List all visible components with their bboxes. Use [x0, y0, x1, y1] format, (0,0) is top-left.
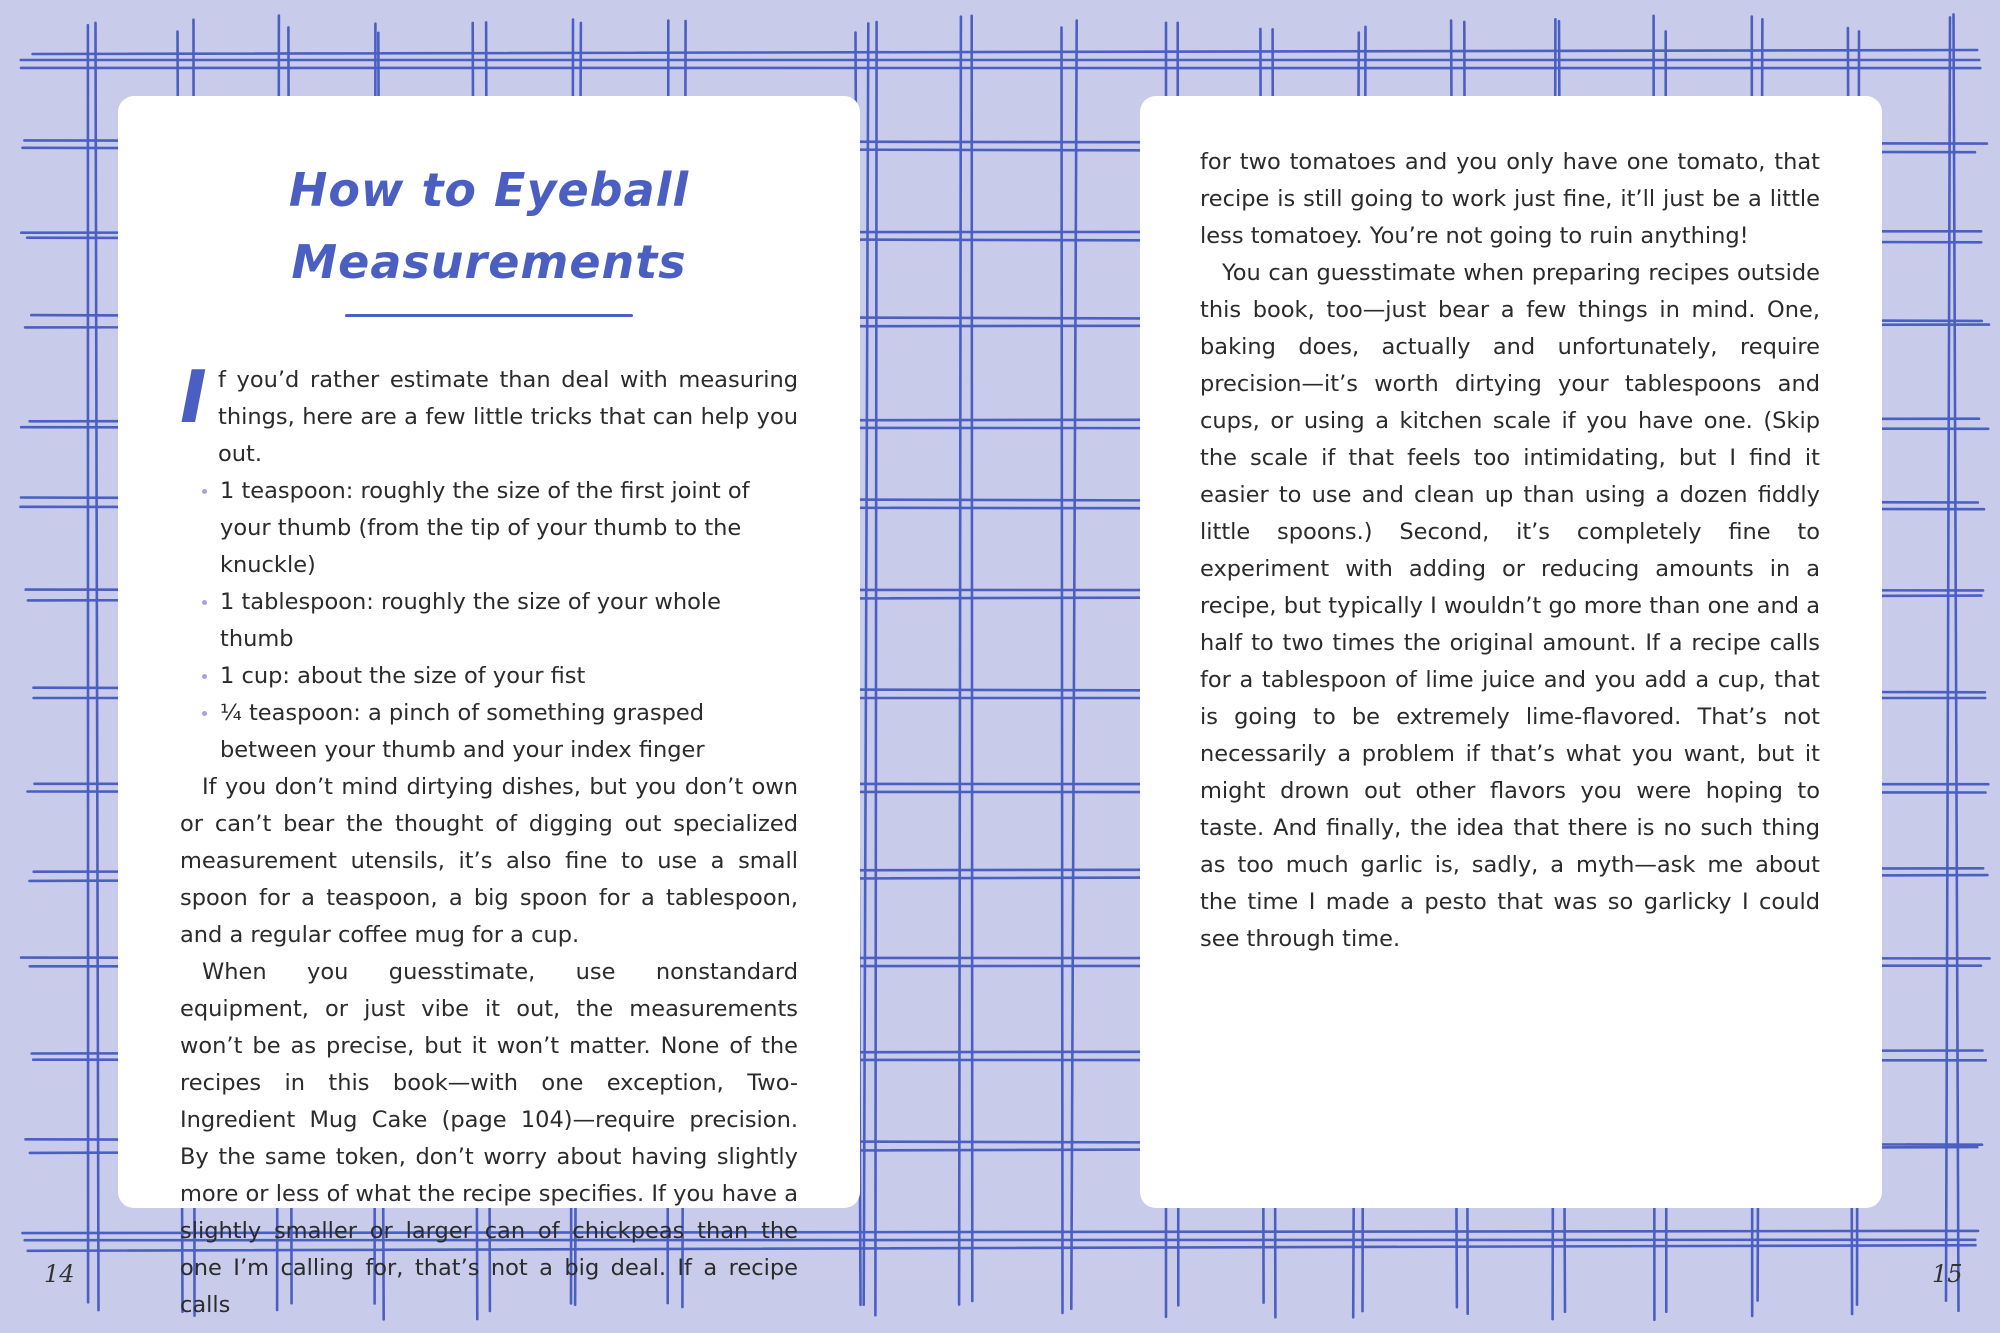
right-page-panel [1140, 96, 1882, 1208]
paragraph-outside-recipes: You can guesstimate when preparing recipes outside this book, too—just bear a few things in mind. One, baking does, actually and unfortunately, require precision—it’s worth dirtying your tablespoons and cups, or using a kitchen scale if you have one. (Skip the scale if that feels too intimidating, but I find it easier to use and clean up than using a dozen fiddly little spoons.) Second, it’s completely fine to experiment with adding or reducing amounts in a recipe, but typically I wouldn’t go more than one and a half to two times the original amount. If a recipe calls for a tablespoon of lime juice and you add a cup, that is going to be extremely lime-flavored. That’s not necessarily a problem if that’s what you want, but it might drown out other flavors you were hoping to taste. And finally, the idea that there is no such thing as too much garlic is, sadly, a myth—ask me about the time I made a pesto that was so garlicky I could see through time. [1200, 260, 1820, 952]
plaid-vertical-line [875, 22, 876, 1315]
list-item: 1 cup: about the size of your fist [202, 658, 798, 695]
page-number-left: 14 [44, 1260, 75, 1288]
list-item: ¼ teaspoon: a pinch of something grasped between your thumb and your index finger [202, 695, 798, 769]
paragraph-utensils: If you don’t mind dirtying dishes, but you don’t own or can’t bear the thought of digging out specialized measurement utensils, it’s also fine to use a small spoon for a teaspoon, a big spoon for a tablespoon, and a regular coffee mug for a cup. [180, 774, 798, 948]
title-line-2: Measurements [291, 235, 687, 289]
intro-text: f you’d rather estimate than deal with measuring things, here are a few little tricks that can help you out. [218, 367, 798, 467]
page-title [180, 154, 798, 298]
plaid-vertical-line [1946, 17, 1950, 1300]
plaid-vertical-line [972, 16, 973, 1301]
plaid-vertical-line [959, 17, 961, 1305]
title-underline [345, 314, 633, 317]
plaid-vertical-line [864, 23, 869, 1304]
drop-cap: I [180, 355, 207, 439]
page-number-right: 15 [1932, 1260, 1963, 1288]
intro-paragraph [180, 355, 798, 473]
plaid-vertical-line [1071, 21, 1076, 1309]
plaid-horizontal-line [33, 50, 1978, 54]
list-item: 1 tablespoon: roughly the size of your whole thumb [202, 584, 798, 658]
left-page-panel [118, 96, 860, 1318]
measurement-tips-list [180, 473, 798, 769]
paragraph-guesstimate: When you guesstimate, use nonstandard equipment, or just vibe it out, the measurements won’t be as precise, but it won’t matter. None of the recipes in this book—with one exception, Two-Ingredient Mug Cake (page 104)—require precision. By the same token, don’t worry about having slightly more or less of what the recipe specifies. If you have a slightly smaller or larger can of chickpeas than the one I’m calling for, that’s not a big deal. If a recipe calls [180, 959, 798, 1318]
plaid-vertical-line [1954, 14, 1959, 1310]
title-line-1: How to Eyeball [288, 163, 690, 217]
plaid-vertical-line [96, 23, 99, 1310]
list-item: 1 teaspoon: roughly the size of the first joint of your thumb (from the tip of your thumb to the knuckle) [202, 473, 798, 584]
paragraph-continued: for two tomatoes and you only have one tomato, that recipe is still going to work just fine, it’ll just be a little less tomatoey. You’re not going to ruin anything! [1200, 149, 1820, 249]
plaid-vertical-line [1062, 28, 1063, 1313]
